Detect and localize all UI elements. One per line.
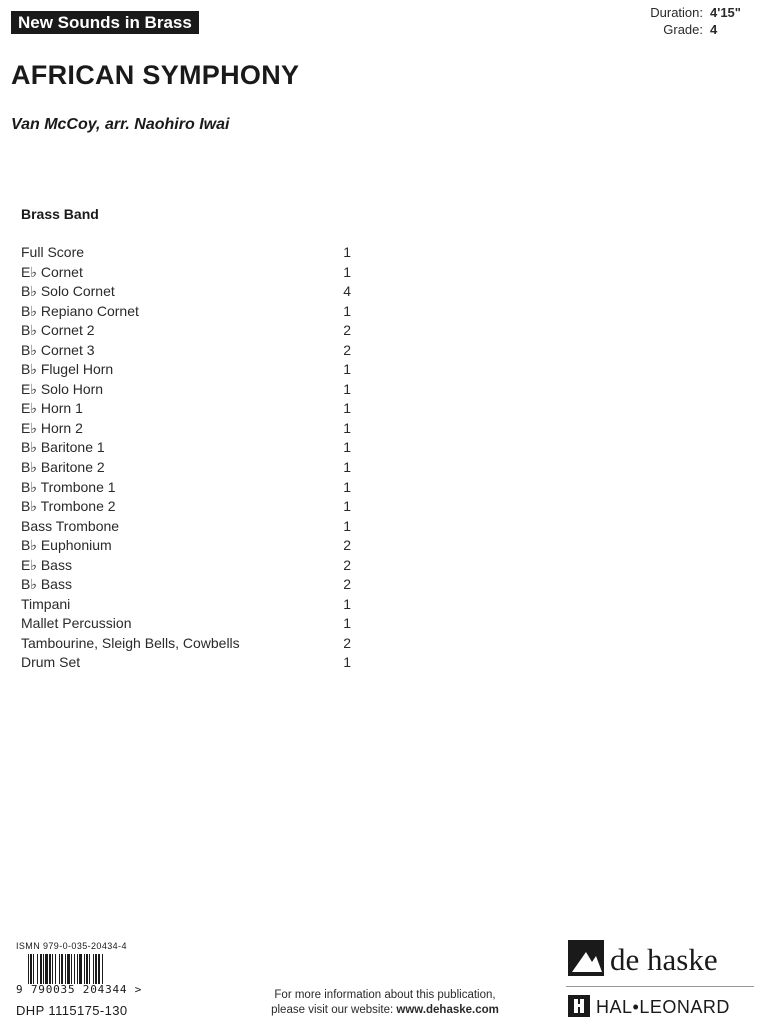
part-row [21, 263, 351, 283]
logo-divider [566, 986, 754, 987]
part-name: E♭ Cornet [21, 263, 83, 280]
part-quantity: 1 [343, 302, 351, 319]
part-quantity: 1 [343, 459, 351, 476]
part-quantity: 2 [343, 537, 351, 554]
halleonard-logo [566, 993, 756, 1019]
part-name: B♭ Repiano Cornet [21, 302, 139, 319]
part-row [21, 517, 351, 537]
part-quantity: 1 [343, 498, 351, 515]
part-row [21, 380, 351, 400]
duration-row [600, 4, 741, 21]
part-name: B♭ Trombone 1 [21, 478, 116, 495]
part-name: Full Score [21, 244, 85, 260]
part-quantity: 1 [343, 263, 351, 280]
part-quantity: 2 [343, 556, 351, 573]
part-row [21, 458, 351, 478]
part-quantity: 2 [343, 576, 351, 593]
part-row [21, 341, 351, 361]
part-row [21, 575, 351, 595]
part-name: Timpani [21, 595, 71, 612]
dehaske-logo-text: de haske [610, 942, 718, 977]
ismn-label: ISMN 979-0-035-20434-4 [16, 941, 127, 951]
website-note-line1: For more information about this publication, [274, 989, 496, 1001]
part-row [21, 653, 351, 673]
part-name: Drum Set [21, 654, 81, 671]
part-name: Tambourine, Sleigh Bells, Cowbells [21, 634, 240, 651]
barcode-digits: 9 790035 204344 > [16, 983, 143, 996]
series-label: New Sounds in Brass [11, 11, 199, 34]
website-note-line2 [215, 1003, 555, 1018]
part-quantity: 2 [343, 322, 351, 339]
part-quantity: 1 [343, 478, 351, 495]
part-name: B♭ Baritone 2 [21, 459, 105, 476]
part-quantity: 1 [343, 517, 351, 534]
website-note-prefix: please visit our website: [271, 1004, 397, 1016]
part-name: B♭ Euphonium [21, 537, 112, 554]
part-row [21, 243, 351, 263]
part-row [21, 634, 351, 654]
part-quantity: 4 [343, 283, 351, 300]
part-row [21, 536, 351, 556]
part-row [21, 614, 351, 634]
part-name: Bass Trombone [21, 517, 120, 534]
part-name: B♭ Solo Cornet [21, 283, 115, 300]
page-title: AFRICAN SYMPHONY [11, 60, 300, 90]
duration-value: 4'15" [710, 5, 741, 20]
part-name: B♭ Cornet 3 [21, 341, 95, 358]
part-name: E♭ Bass [21, 556, 72, 573]
part-row [21, 497, 351, 517]
barcode-image [28, 954, 144, 984]
part-name: Mallet Percussion [21, 615, 132, 632]
part-name: B♭ Cornet 2 [21, 322, 95, 339]
parts-list [21, 243, 351, 673]
website-note [215, 988, 555, 1018]
part-row [21, 595, 351, 615]
part-name: B♭ Flugel Horn [21, 361, 114, 378]
part-quantity: 1 [343, 615, 351, 632]
part-name: B♭ Baritone 1 [21, 439, 105, 456]
grade-label: Grade: [663, 22, 703, 37]
website-link[interactable]: www.dehaske.com [396, 1004, 499, 1016]
part-quantity: 1 [343, 244, 351, 260]
dehaske-logo [566, 938, 756, 980]
part-quantity: 1 [343, 361, 351, 378]
part-name: E♭ Solo Horn [21, 380, 104, 397]
part-quantity: 2 [343, 341, 351, 358]
part-name: E♭ Horn 2 [21, 419, 83, 436]
part-quantity: 1 [343, 439, 351, 456]
part-name: B♭ Trombone 2 [21, 498, 116, 515]
duration-grade-block [600, 4, 741, 38]
duration-label: Duration: [650, 5, 703, 20]
part-row [21, 419, 351, 439]
part-quantity: 1 [343, 419, 351, 436]
part-quantity: 1 [343, 654, 351, 671]
part-row [21, 556, 351, 576]
grade-value: 4 [710, 22, 718, 37]
part-row [21, 478, 351, 498]
part-quantity: 1 [343, 380, 351, 397]
part-row [21, 302, 351, 322]
part-quantity: 1 [343, 595, 351, 612]
part-quantity: 1 [343, 400, 351, 417]
halleonard-logo-text: HAL•LEONARD [596, 997, 730, 1017]
composer-credit: Van McCoy, arr. Naohiro Iwai [11, 116, 230, 133]
part-name: E♭ Horn 1 [21, 400, 83, 417]
grade-row [600, 21, 741, 38]
part-quantity: 2 [343, 634, 351, 651]
part-row [21, 438, 351, 458]
catalog-number: DHP 1115175-130 [16, 1003, 128, 1018]
part-row [21, 399, 351, 419]
part-row [21, 321, 351, 341]
part-row [21, 282, 351, 302]
part-row [21, 360, 351, 380]
instrumentation-heading: Brass Band [21, 206, 99, 222]
part-name: B♭ Bass [21, 576, 72, 593]
